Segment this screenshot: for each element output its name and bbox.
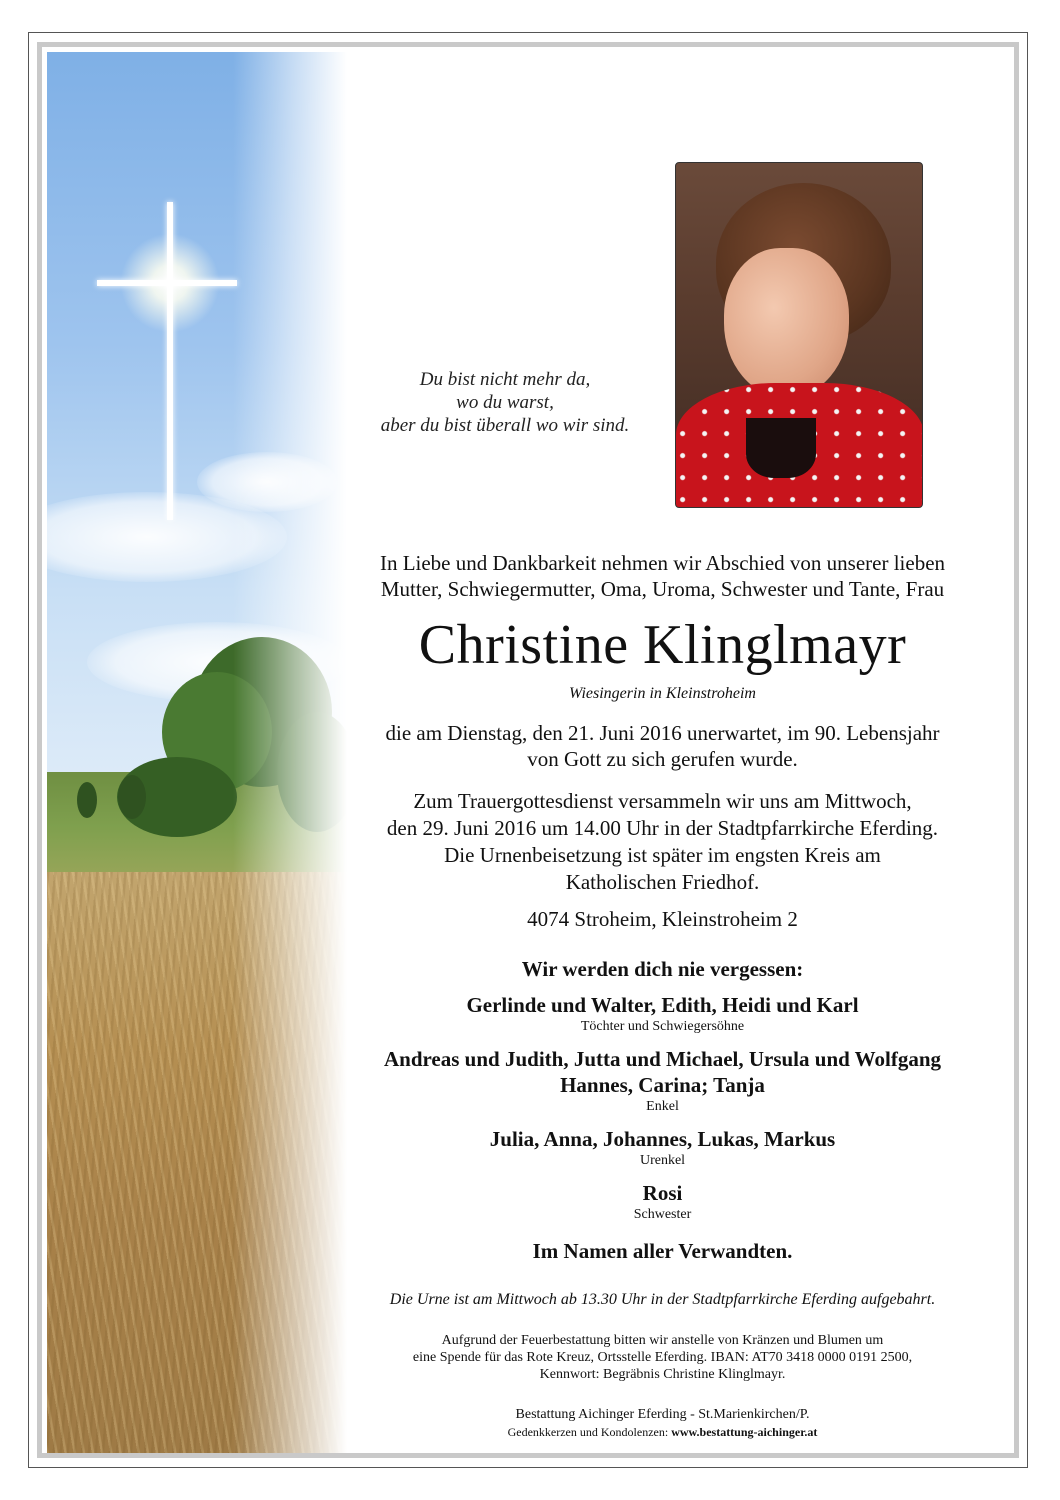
intro-line: In Liebe und Dankbarkeit nehmen wir Abschied von unserer lieben xyxy=(379,551,946,575)
urn-note: Die Urne ist am Mittwoch ab 13.30 Uhr in der Stadtpfarrkirche Eferding aufgebahrt. xyxy=(389,1291,936,1308)
service-line: Katholischen Friedhof. xyxy=(565,870,760,894)
death-notice xyxy=(350,720,975,772)
motto-line: wo du warst, xyxy=(456,392,554,413)
closing-line: Im Namen aller Verwandten. xyxy=(532,1239,793,1263)
service-info xyxy=(350,788,975,896)
portrait-face xyxy=(724,248,849,398)
donation-request xyxy=(350,1332,975,1383)
mourner-group xyxy=(350,992,975,1035)
death-line: von Gott zu sich gerufen wurde. xyxy=(527,747,798,771)
mourner-group xyxy=(350,1046,975,1115)
service-line: Zum Trauergottesdienst versammeln wir uns am Mittwoch, xyxy=(413,789,912,813)
service-line: den 29. Juni 2016 um 14.00 Uhr in der Stadtpfarrkirche Eferding. xyxy=(386,816,939,840)
mourner-names: Hannes, Carina; Tanja xyxy=(560,1073,765,1097)
motto-line: Du bist nicht mehr da, xyxy=(419,369,591,390)
mourner-group xyxy=(350,1180,975,1223)
mourner-names: Gerlinde und Walter, Edith, Heidi und Karl xyxy=(466,993,859,1017)
deceased-origin: Wiesingerin in Kleinstroheim xyxy=(569,685,756,702)
motto-line: aber du bist überall wo wir sind. xyxy=(380,415,630,436)
mourner-group xyxy=(350,1126,975,1169)
condolence-info xyxy=(350,1424,975,1440)
mourner-names: Rosi xyxy=(642,1181,683,1205)
mourner-relation: Enkel xyxy=(646,1099,679,1114)
donation-line: Kennwort: Begräbnis Christine Klinglmayr. xyxy=(539,1367,786,1382)
condolence-label: Gedenkkerzen und Kondolenzen: xyxy=(507,1425,669,1439)
death-line: die am Dienstag, den 21. Juni 2016 unerwartet, im 90. Lebensjahr xyxy=(385,721,940,745)
undertaker-name: Bestattung Aichinger Eferding - St.Marienkirchen/P. xyxy=(515,1407,810,1422)
mourners-heading: Wir werden dich nie vergessen: xyxy=(521,957,804,981)
donation-line: Aufgrund der Feuerbestattung bitten wir anstelle von Kränzen und Blumen um xyxy=(441,1333,884,1348)
portrait-photo xyxy=(675,162,923,508)
service-line: Die Urnenbeisetzung ist später im engsten Kreis am xyxy=(444,843,881,867)
deceased-name: Christine Klinglmayr xyxy=(418,614,907,676)
condolence-link[interactable]: www.bestattung-aichinger.at xyxy=(671,1425,818,1439)
portrait-collar xyxy=(746,418,816,478)
intro-line: Mutter, Schwiegermutter, Oma, Uroma, Schwester und Tante, Frau xyxy=(380,577,945,601)
landscape-image xyxy=(47,52,347,1458)
mourner-relation: Urenkel xyxy=(639,1153,686,1168)
mourner-names: Julia, Anna, Johannes, Lukas, Markus xyxy=(489,1127,836,1151)
donation-line: eine Spende für das Rote Kreuz, Ortsstelle Eferding. IBAN: AT70 3418 0000 0191 2500, xyxy=(412,1350,913,1365)
motto-quote xyxy=(345,368,665,437)
fade-overlay xyxy=(47,52,347,1458)
mourner-relation: Töchter und Schwiegersöhne xyxy=(580,1019,745,1034)
intro-text xyxy=(350,550,975,602)
mourner-names: Andreas und Judith, Jutta und Michael, Ursula und Wolfgang xyxy=(383,1047,942,1071)
family-address: 4074 Stroheim, Kleinstroheim 2 xyxy=(527,907,798,931)
mourner-relation: Schwester xyxy=(633,1207,692,1222)
